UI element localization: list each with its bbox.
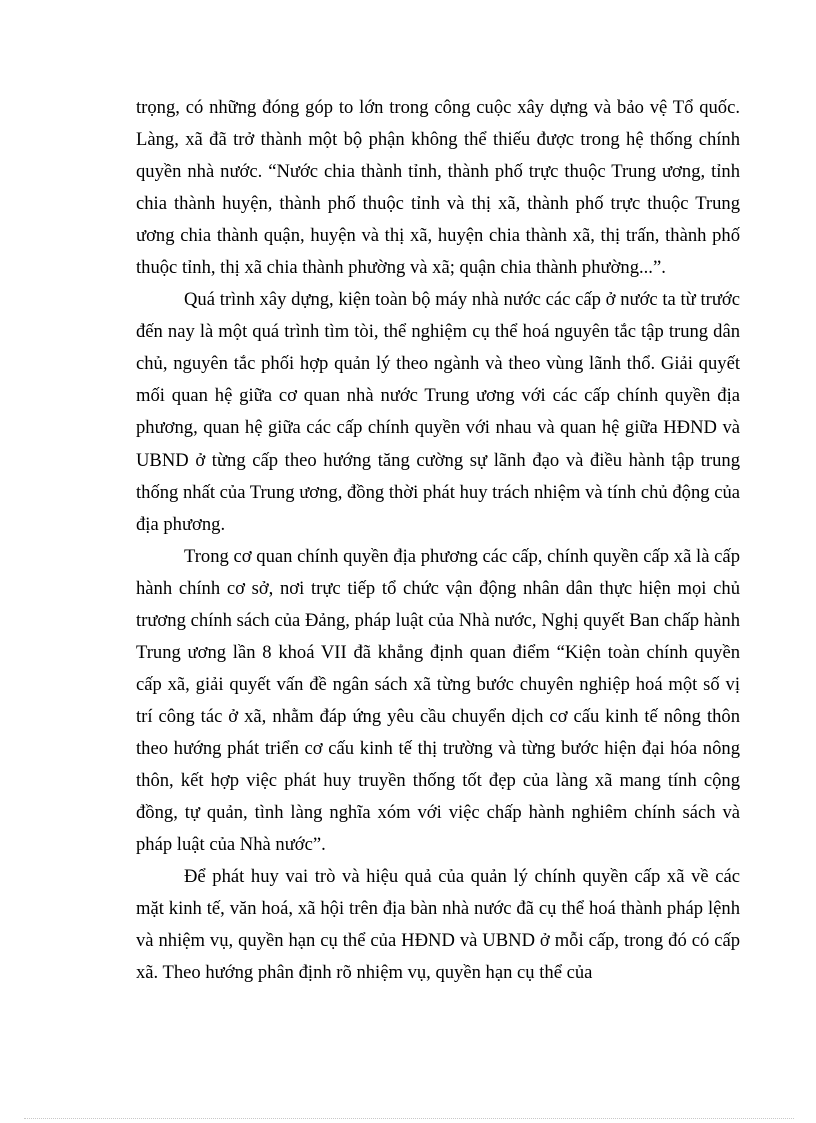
- body-text: [136, 92, 740, 989]
- paragraph-role-efficiency: Để phát huy vai trò và hiệu quả của quản lý chính quyền cấp xã về các mặt kinh tế, văn hoá, xã hội trên địa bàn nhà nước đã cụ thể hoá thành pháp lệnh và nhiệm vụ, quyền hạn cụ thể của HĐND và UBND ở mỗi cấp, trong đó có cấp xã. Theo hướng phân định rõ nhiệm vụ, quyền hạn cụ thể của: [136, 866, 740, 984]
- paragraph-commune-government: Trong cơ quan chính quyền địa phương các cấp, chính quyền cấp xã là cấp hành chính cơ sở, nơi trực tiếp tổ chức vận động nhân dân thực hiện mọi chủ trương chính sách của Đảng, pháp luật của Nhà nước, Nghị quyết Ban chấp hành Trung ương lần 8 khoá VII đã khẳng định quan điểm “Kiện toàn chính quyền cấp xã, giải quyết vấn đề ngân sách xã từng bước chuyên nghiệp hoá một số vị trí công tác ở xã, nhằm đáp ứng yêu cầu chuyển dịch cơ cấu kinh tế nông thôn theo hướng phát triển cơ cấu kinh tế thị trường và từng bước hiện đại hóa nông thôn, kết hợp việc phát huy truyền thống tốt đẹp của làng xã mang tính cộng đồng, tự quản, tình làng nghĩa xóm với việc chấp hành nghiêm chính sách và pháp luật của Nhà nước”.: [136, 545, 740, 856]
- paragraph-state-apparatus: Quá trình xây dựng, kiện toàn bộ máy nhà nước các cấp ở nước ta từ trước đến nay là một quá trình tìm tòi, thể nghiệm cụ thể hoá nguyên tắc tập trung dân chủ, nguyên tắc phối hợp quản lý theo ngành và theo vùng lãnh thổ. Giải quyết mối quan hệ giữa cơ quan nhà nước Trung ương với các cấp chính quyền địa phương, quan hệ giữa các cấp chính quyền với nhau và quan hệ giữa HĐND và UBND ở từng cấp theo hướng tăng cường sự lãnh đạo và điều hành tập trung thống nhất của Trung ương, đồng thời phát huy trách nhiệm và tính chủ động của địa phương.: [136, 289, 740, 535]
- page-bottom-divider: [24, 1118, 794, 1119]
- paragraph-continuation: trọng, có những đóng góp to lớn trong công cuộc xây dựng và bảo vệ Tổ quốc. Làng, xã đã trở thành một bộ phận không thể thiếu được trong hệ thống chính quyền nhà nước. “Nước chia thành tỉnh, thành phố trực thuộc Trung ương, tỉnh chia thành huyện, thành phố thuộc tỉnh và thị xã, thành phố trực thuộc Trung ương chia thành quận, huyện và thị xã, huyện chia thành xã, thị trấn, thành phố thuộc tỉnh, thị xã chia thành phường và xã; quận chia thành phường...”.: [136, 97, 740, 279]
